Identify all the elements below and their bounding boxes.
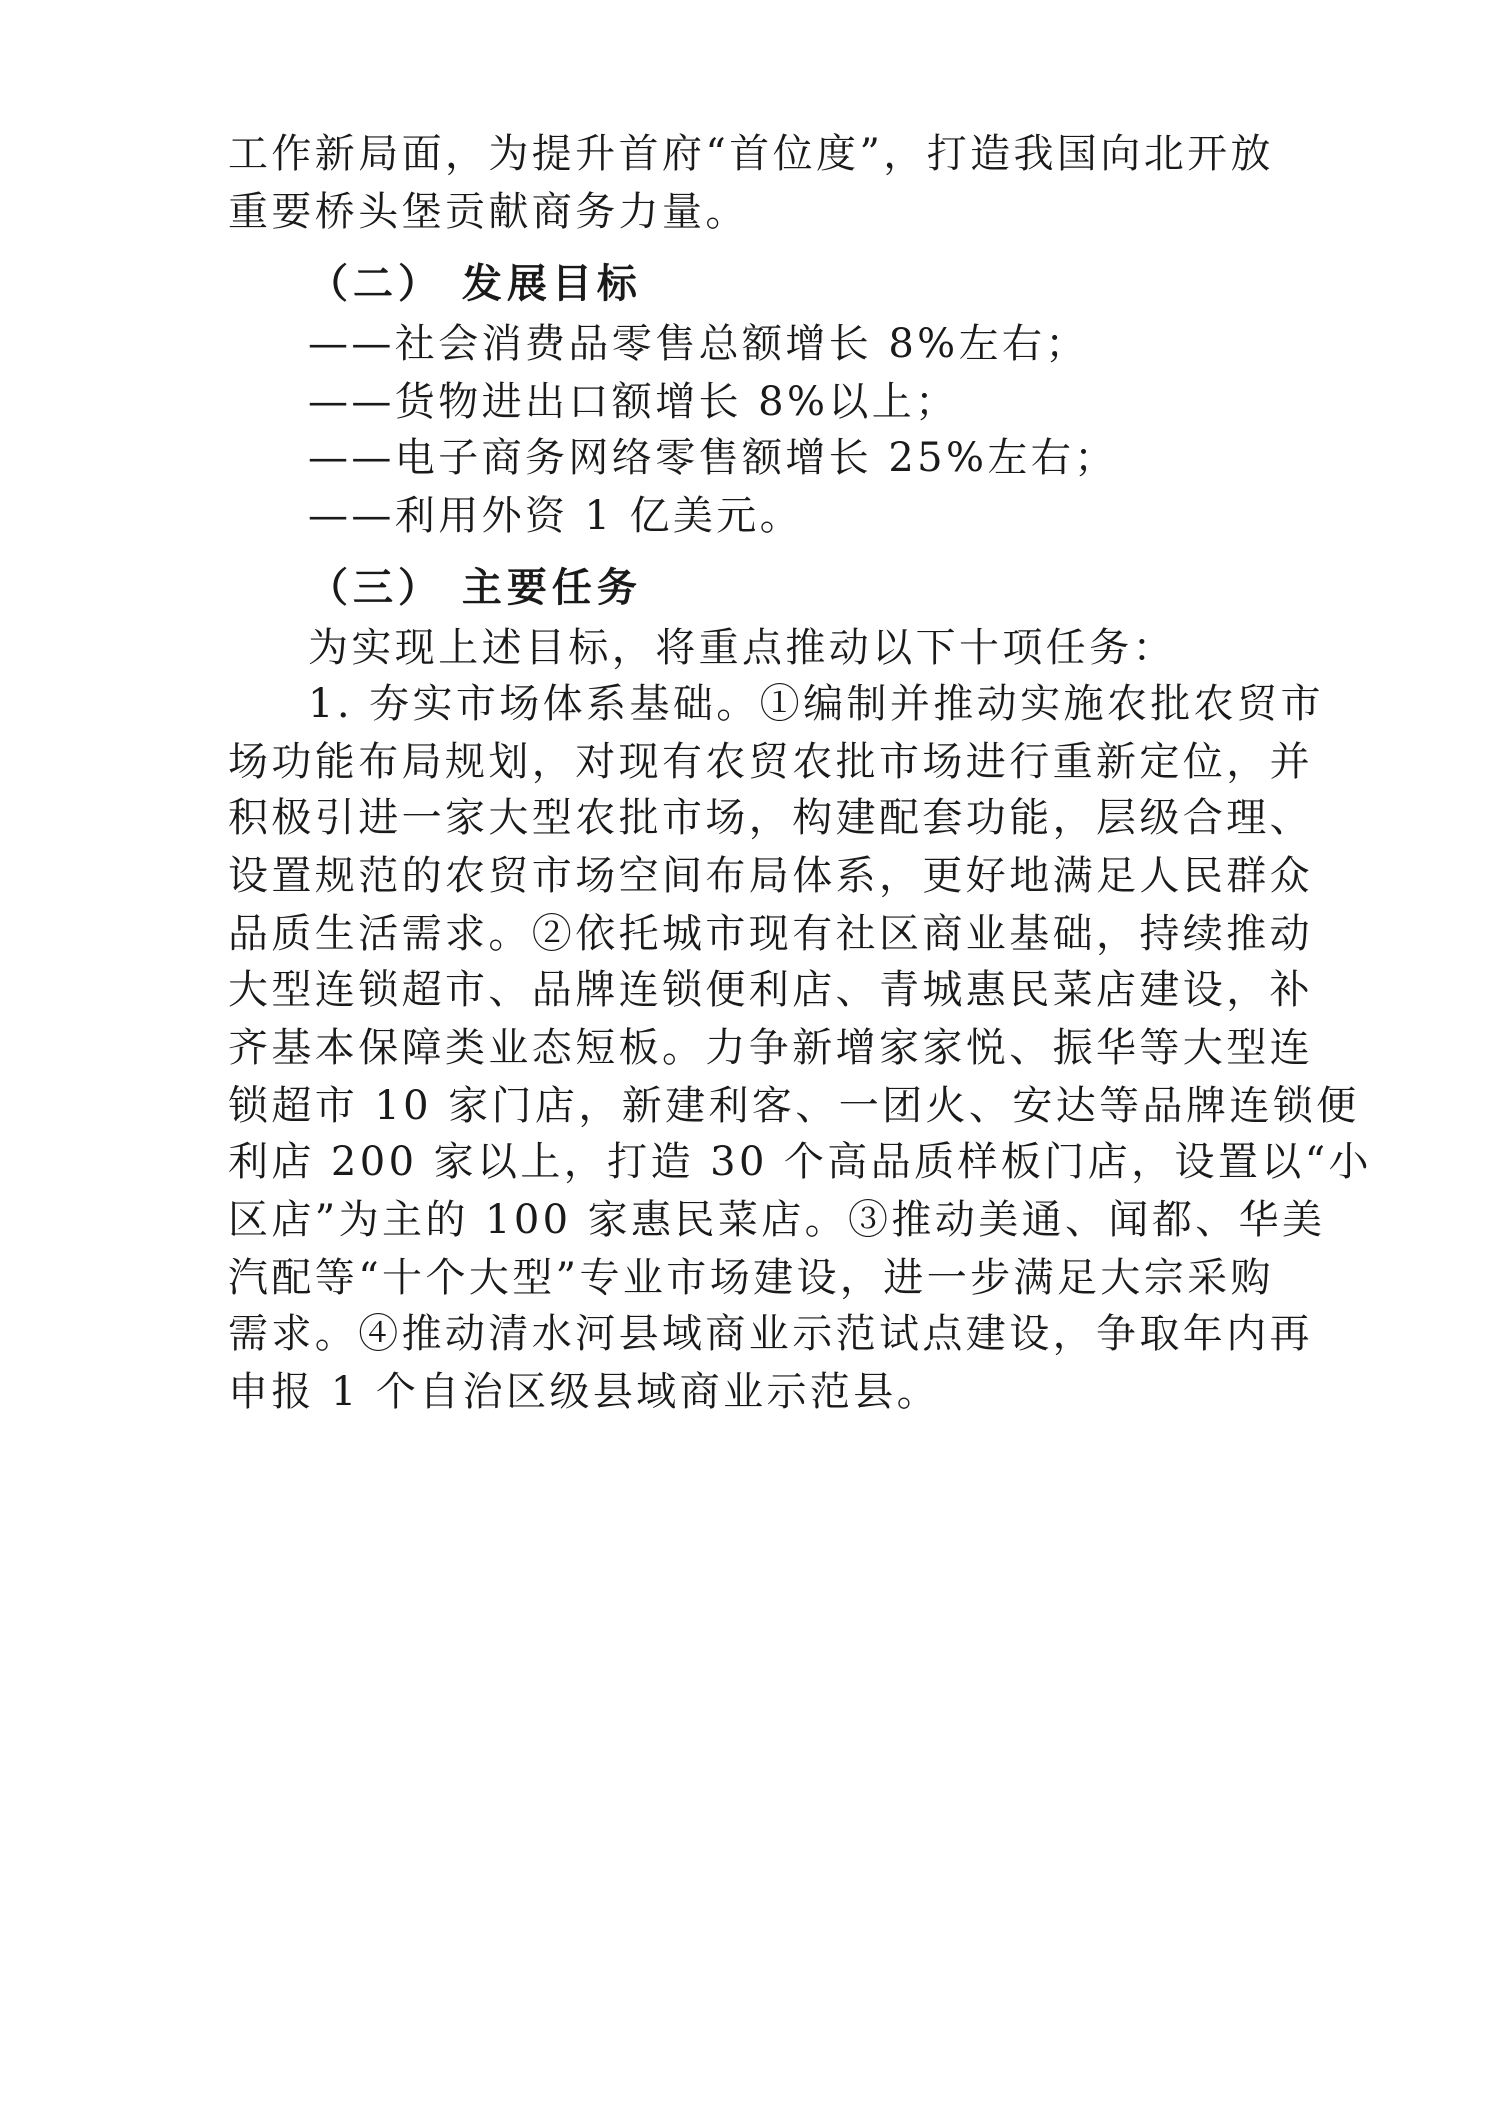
target-item-4: ——利用外资 1 亿美元。 xyxy=(308,493,804,539)
task-paragraph-line-3: 积极引进一家大型农批市场，构建配套功能，层级合理、 xyxy=(228,795,1313,841)
target-item-1: ——社会消费品零售总额增长 8%左右； xyxy=(308,321,1089,367)
task-paragraph-line-4: 设置规范的农贸市场空间布局体系，更好地满足人民群众 xyxy=(228,853,1313,899)
section-three-heading: （三） 主要任务 xyxy=(308,564,642,611)
task-paragraph-line-1: 1. 夯实市场体系基础。①编制并推动实施农批农贸市 xyxy=(308,681,1324,727)
task-paragraph-line-12: 需求。④推动清水河县域商业示范试点建设，争取年内再 xyxy=(228,1311,1313,1357)
task-paragraph-line-11: 汽配等“十个大型”专业市场建设，进一步满足大宗采购 xyxy=(228,1255,1274,1301)
task-paragraph-line-6: 大型连锁超市、品牌连锁便利店、青城惠民菜店建设，补 xyxy=(228,967,1313,1013)
task-paragraph-line-5: 品质生活需求。②依托城市现有社区商业基础，持续推动 xyxy=(228,911,1313,957)
task-paragraph-line-10: 区店”为主的 100 家惠民菜店。③推动美通、闻都、华美 xyxy=(228,1197,1326,1243)
task-paragraph-line-8: 锁超市 10 家门店，新建利客、一团火、安达等品牌连锁便 xyxy=(228,1083,1360,1129)
task-paragraph-line-9: 利店 200 家以上，打造 30 个高品质样板门店，设置以“小 xyxy=(228,1139,1372,1185)
section-two-heading: （二） 发展目标 xyxy=(308,260,642,307)
target-item-2: ——货物进出口额增长 8%以上； xyxy=(308,379,959,425)
intro-line-2: 重要桥头堡贡献商务力量。 xyxy=(228,189,749,235)
task-paragraph-line-7: 齐基本保障类业态短板。力争新增家家悦、振华等大型连 xyxy=(228,1025,1313,1071)
section-three-intro: 为实现上述目标，将重点推动以下十项任务： xyxy=(308,625,1176,671)
task-paragraph-line-2: 场功能布局规划，对现有农贸农批市场进行重新定位，并 xyxy=(228,739,1313,785)
task-paragraph-line-13: 申报 1 个自治区级县域商业示范县。 xyxy=(228,1369,941,1415)
intro-line-1: 工作新局面，为提升首府“首位度”，打造我国向北开放 xyxy=(228,131,1274,177)
target-item-3: ——电子商务网络零售额增长 25%左右； xyxy=(308,435,1118,481)
